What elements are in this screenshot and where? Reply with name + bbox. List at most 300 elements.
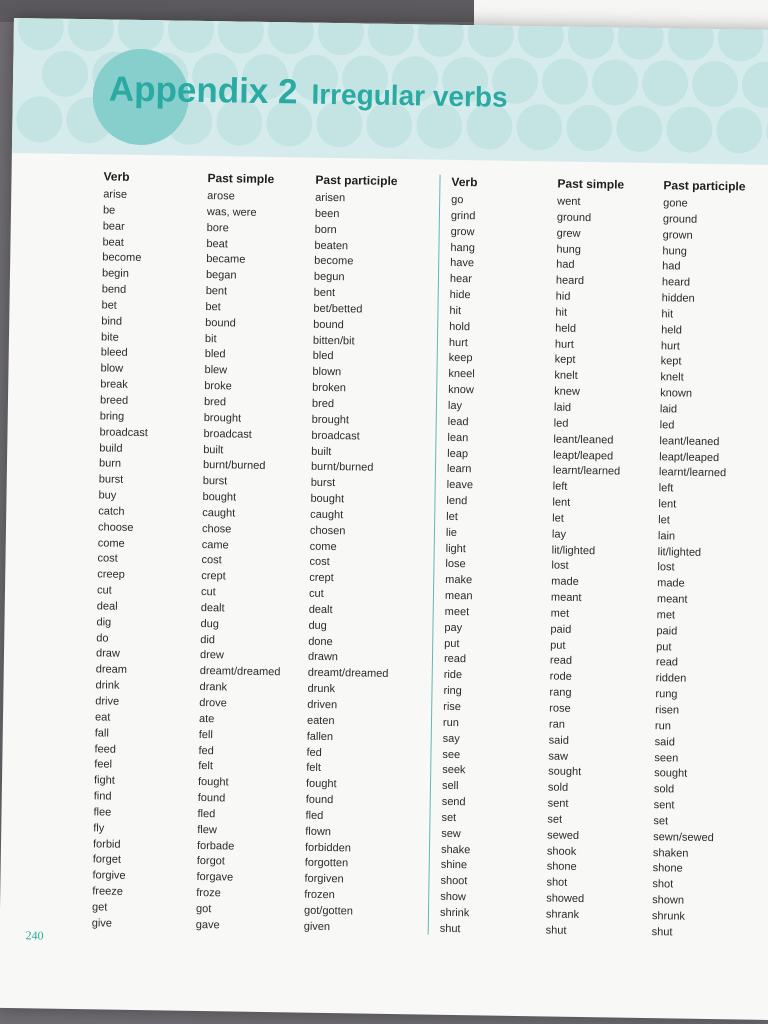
verb-form: breed [99, 394, 129, 407]
verb-form: cost [309, 556, 330, 569]
verb-form: burst [98, 473, 124, 486]
verb-form: found [305, 793, 334, 807]
verb-form: flown [305, 825, 332, 838]
verb-form: bought [202, 491, 237, 504]
verb-form: cost [201, 554, 222, 567]
verb-form: put [656, 640, 672, 654]
verb-form: bet [205, 300, 221, 314]
verb-form: lain [657, 529, 676, 543]
verb-form: hide [449, 288, 471, 302]
verb-form: begun [313, 270, 345, 284]
verb-form: caught [202, 506, 236, 520]
verb-form: left [658, 482, 674, 495]
verb-form: mean [444, 589, 473, 603]
verb-form: ran [548, 718, 565, 731]
verb-form: been [314, 207, 340, 220]
verb-form: sewed [547, 829, 580, 842]
verb-form: lose [445, 558, 466, 571]
verb-form: broadcast [311, 429, 360, 443]
verb-form: hit [449, 304, 462, 317]
verb-form: dig [96, 616, 112, 629]
verb-form: learnt/learned [658, 466, 727, 480]
header-dot [692, 61, 739, 108]
verb-form: bind [101, 315, 123, 328]
verb-form: shine [440, 859, 468, 872]
verb-form: go [451, 193, 464, 207]
verb-form: kneel [448, 368, 475, 381]
verb-form: meet [444, 605, 470, 619]
verb-form: shot [652, 878, 674, 891]
verb-form: dug [200, 617, 219, 631]
verb-form: bit [204, 332, 217, 345]
verb-form: felt [306, 762, 322, 775]
verb-form: rise [443, 700, 462, 714]
verb-form: said [548, 734, 570, 747]
verb-form: shone [546, 860, 577, 874]
verb-form: dream [95, 663, 128, 677]
verb-form: met [550, 607, 570, 620]
verb-form: bound [313, 318, 344, 331]
verb-form: lit/lighted [657, 545, 702, 559]
page-title [109, 70, 508, 116]
verb-form: shook [546, 845, 577, 858]
verb-form: drove [199, 696, 227, 710]
verb-form: born [314, 223, 337, 236]
verb-form: dug [308, 619, 327, 632]
verb-form: get [91, 901, 108, 914]
verb-form: began [205, 269, 237, 282]
header-dot [742, 61, 768, 108]
verb-form: heard [555, 274, 585, 288]
verb-form: fed [198, 744, 214, 757]
verb-form: cut [96, 584, 112, 597]
verb-form: bought [310, 492, 345, 506]
verb-form: rang [549, 686, 572, 699]
verb-form: creep [97, 568, 125, 582]
verb-form: laid [659, 403, 678, 416]
verb-form: sought [654, 767, 688, 781]
verb-form: lent [658, 498, 677, 511]
verb-form: come [97, 536, 125, 550]
verb-form: lost [551, 559, 569, 573]
verb-list [440, 193, 481, 938]
verb-form: show [440, 890, 467, 904]
verb-form: chose [201, 522, 232, 536]
header-dot [642, 60, 689, 107]
verb-form: bitten/bit [312, 334, 355, 347]
verb-form: sew [441, 827, 461, 840]
header-dot [16, 96, 63, 143]
verb-form: driven [307, 698, 338, 712]
verb-form: made [657, 577, 685, 590]
verb-form: done [308, 635, 333, 648]
verb-form: set [653, 815, 669, 828]
verb-form: fled [305, 809, 324, 822]
verb-form: fed [306, 746, 322, 759]
verb-form: read [549, 654, 573, 668]
verb-form: met [656, 609, 676, 622]
verb-form: cut [200, 586, 216, 599]
verb-form: light [445, 542, 467, 555]
verb-form: bled [312, 350, 334, 363]
header-dot [167, 18, 214, 53]
verb-form: leave [446, 479, 474, 492]
verb-form: forgive [92, 869, 126, 883]
verb-form: shrink [439, 906, 470, 920]
verb-form: had [556, 258, 575, 272]
verb-list [92, 187, 152, 932]
verb-form: burnt/burned [310, 461, 374, 475]
verb-form: beat [206, 237, 228, 250]
verb-form: put [550, 639, 566, 652]
verb-form: leapt/leaped [553, 449, 614, 462]
verb-form: grow [450, 225, 475, 238]
verb-form: led [553, 417, 569, 430]
verb-form: drink [95, 679, 120, 692]
verb-form: ridden [655, 672, 687, 685]
verb-form: rung [655, 688, 678, 701]
past-participle-header: Past participle [663, 178, 746, 194]
verb-form: went [557, 195, 581, 208]
verb-form: did [200, 633, 216, 646]
verb-form: become [102, 251, 142, 265]
verb-form: shrank [545, 908, 580, 921]
verb-form: bent [205, 285, 228, 298]
verb-form: blew [204, 364, 228, 377]
verb-form: dreamt/dreamed [307, 667, 389, 681]
verb-list [304, 191, 398, 937]
verb-column-left [92, 167, 152, 932]
verb-form: bring [99, 410, 125, 423]
verb-form: fought [197, 776, 229, 789]
verb-form: make [445, 574, 473, 587]
header-dot [616, 105, 663, 152]
verb-form: hid [555, 290, 571, 303]
verb-form: known [660, 387, 693, 400]
verb-form: buy [98, 489, 117, 502]
verb-form: grind [450, 209, 476, 223]
verb-form: send [441, 795, 466, 809]
verb-form: crept [309, 571, 334, 585]
verb-form: put [444, 637, 460, 650]
verb-form: broadcast [99, 426, 148, 439]
verb-list [196, 189, 288, 935]
header-dot [42, 50, 89, 97]
header-dot [666, 106, 713, 153]
verb-form: learnt/learned [552, 464, 621, 478]
verb-form: heard [661, 276, 691, 289]
header-dot [542, 58, 589, 105]
verb-form: have [450, 257, 475, 270]
verb-form: let [658, 514, 670, 527]
verb-form: knelt [554, 369, 578, 383]
header-dot [217, 18, 264, 54]
verb-form: fall [94, 727, 109, 740]
verb-form: bound [205, 316, 236, 330]
verb-form: leap [447, 447, 469, 460]
verb-form: lay [447, 399, 463, 413]
verb-form: forbade [196, 839, 235, 853]
verb-form: gone [663, 197, 688, 210]
verb-form: caught [310, 508, 344, 522]
verb-form: burst [310, 476, 336, 490]
verb-column-right [440, 173, 481, 938]
verb-form: leant/leaned [659, 434, 720, 448]
verb-form: hurt [660, 339, 680, 353]
verb-form: do [96, 631, 109, 645]
verb-form: choose [97, 521, 134, 534]
header-dot [117, 18, 164, 52]
verb-form: shaken [652, 846, 689, 860]
verb-form: give [91, 917, 113, 930]
verb-form: forgotten [304, 857, 349, 870]
verb-form: let [446, 510, 458, 523]
verb-form: hit [555, 306, 568, 319]
verb-form: frozen [304, 888, 335, 902]
verb-form: hit [661, 308, 674, 321]
appendix-title: Irregular verbs [311, 78, 508, 113]
verb-form: beaten [314, 239, 349, 252]
header-dot [317, 18, 364, 55]
verb-form: sewn/sewed [653, 830, 714, 844]
verb-form: shut [651, 925, 673, 939]
verb-form: broken [312, 381, 346, 395]
verb-form: blown [312, 366, 342, 379]
verb-form: ground [556, 211, 592, 224]
verb-form: grown [662, 228, 693, 242]
verb-form: crept [201, 570, 226, 583]
verb-form: arisen [315, 191, 346, 205]
verb-form: showed [546, 892, 585, 906]
verb-list [546, 195, 625, 941]
verb-form: bred [311, 397, 335, 411]
verb-form: brought [203, 411, 242, 425]
verb-form: knew [554, 385, 580, 399]
verb-form: shown [652, 894, 685, 907]
verb-form: drive [95, 695, 120, 708]
verb-form: build [99, 441, 123, 455]
verb-form: fled [197, 807, 216, 821]
verb-form: come [309, 540, 337, 553]
verb-form: given [303, 920, 331, 933]
verb-form: meant [656, 593, 688, 606]
verb-form: sought [548, 765, 582, 779]
verb-form: hear [449, 273, 473, 286]
verb-form: learn [446, 463, 472, 476]
verb-form: bled [204, 348, 226, 361]
verb-form: dealt [308, 603, 333, 617]
verb-form: lay [551, 528, 567, 541]
header-dot [367, 18, 414, 56]
verb-form: laid [553, 401, 572, 414]
verb-form: drawn [307, 651, 339, 664]
verb-form: hold [449, 320, 471, 333]
verb-form: flee [93, 806, 112, 819]
verb-form: kept [660, 355, 682, 368]
verb-form: run [654, 719, 671, 733]
verb-form: risen [655, 704, 680, 717]
verb-form: held [661, 323, 683, 337]
verb-form: flew [197, 823, 217, 837]
verb-form: lost [657, 561, 675, 574]
verb-form: seen [654, 751, 679, 765]
verb-form: shake [440, 843, 471, 856]
verb-form: become [314, 255, 354, 268]
past-participle-column-left [304, 171, 398, 937]
verb-form: felt [198, 760, 214, 773]
verb-form: keep [448, 352, 473, 365]
verb-form: lie [445, 526, 458, 539]
verb-form: bred [203, 396, 227, 409]
verb-form: arise [103, 188, 128, 201]
verb-form: sent [547, 797, 569, 810]
verb-form: fought [305, 777, 337, 791]
verb-form: forget [92, 853, 122, 867]
verb-form: forgave [196, 871, 234, 884]
header-dot [417, 18, 464, 57]
verb-form: paid [550, 623, 572, 636]
header-dot [17, 18, 64, 51]
verb-form: dreamt/dreamed [199, 665, 281, 679]
page-number: 240 [25, 928, 44, 943]
verb-form: be [102, 204, 116, 217]
verb-form: made [551, 575, 579, 589]
verb-form: burst [202, 475, 228, 488]
verb-form: draw [95, 647, 120, 661]
verb-form: deal [96, 600, 118, 613]
verb-form: read [443, 653, 467, 666]
verb-form: cut [308, 587, 324, 601]
verb-form: fight [93, 774, 115, 787]
verb-form: set [547, 813, 563, 826]
verb-form: lean [447, 431, 469, 444]
verb-form: find [93, 790, 112, 803]
verb-form: seek [442, 764, 466, 777]
verb-form: eaten [306, 714, 335, 727]
verb-form: bend [101, 283, 127, 296]
verb-form: hurt [554, 338, 575, 351]
verb-form: fly [93, 822, 105, 835]
verb-form: eat [94, 711, 111, 724]
verb-form: leapt/leaped [659, 450, 720, 464]
verb-form: had [662, 260, 681, 273]
verb-form: forgiven [304, 872, 344, 886]
verb-form: hung [556, 243, 582, 256]
verb-form: see [442, 748, 461, 761]
verb-form: sell [441, 780, 459, 793]
verb-form: sold [653, 783, 675, 796]
header-dot [566, 105, 613, 152]
verb-form: freeze [92, 885, 123, 898]
verb-form: lent [552, 496, 571, 509]
book-page [0, 18, 768, 1020]
verb-form: shut [439, 922, 461, 935]
verb-form: know [448, 383, 474, 397]
verb-form: led [659, 419, 675, 432]
verb-form: left [552, 480, 568, 493]
verb-form: cost [97, 552, 118, 566]
verb-form: ride [443, 669, 463, 682]
verb-form: beat [102, 235, 125, 249]
verb-form: broadcast [203, 427, 252, 441]
past-simple-header: Past simple [207, 171, 275, 187]
verb-form: fell [198, 728, 213, 741]
verb-form: got/gotten [303, 904, 354, 918]
verb-form: forbidden [304, 841, 351, 854]
header-dot [267, 18, 314, 55]
verb-form: knelt [660, 371, 684, 384]
verb-form: froze [196, 887, 221, 900]
verb-form: chosen [309, 524, 346, 537]
verb-form: feel [94, 758, 113, 772]
verb-form: meant [550, 591, 582, 605]
verb-list [652, 196, 746, 942]
verb-form: rode [549, 670, 572, 684]
verb-form: forbid [92, 837, 121, 851]
verb-form: catch [98, 505, 125, 518]
verb-form: held [555, 322, 577, 335]
verb-form: blow [100, 362, 124, 376]
verb-form: hurt [448, 336, 469, 349]
verb-form: sent [653, 799, 675, 812]
past-participle-column-right [652, 176, 746, 942]
verb-form: was, were [206, 205, 257, 219]
verb-form: lead [447, 415, 469, 429]
past-participle-header: Past participle [315, 172, 398, 189]
verb-form: drunk [307, 682, 336, 696]
verb-form: dealt [200, 601, 225, 615]
verb-form: bite [100, 331, 119, 344]
header-dot [592, 59, 639, 106]
verb-form: ate [198, 712, 215, 726]
verb-form: fallen [306, 730, 334, 743]
verb-form: kept [554, 353, 576, 367]
verb-form: lend [446, 494, 468, 508]
verb-form: pay [444, 621, 463, 634]
verb-form: shone [652, 862, 683, 876]
verb-form: said [654, 735, 675, 749]
verb-form: found [197, 792, 226, 805]
verb-form: gave [195, 918, 220, 932]
verb-header: Verb [451, 174, 478, 190]
verb-form: got [195, 902, 212, 916]
verb-form: set [441, 811, 457, 824]
verb-form: run [442, 716, 459, 729]
verb-form: hung [662, 244, 687, 258]
verb-form: built [311, 445, 332, 458]
verb-form: read [655, 656, 679, 669]
verb-form: ring [443, 684, 462, 698]
verb-form: bore [206, 221, 229, 235]
header-dot [516, 104, 563, 151]
verb-form: drank [199, 681, 228, 694]
verb-form: bent [313, 286, 336, 300]
verb-form: hidden [661, 292, 695, 305]
verb-form: hang [450, 241, 476, 254]
verb-form: shrunk [651, 910, 686, 923]
verb-form: lit/lighted [551, 544, 596, 557]
verb-form: burnt/burned [202, 459, 266, 473]
verb-form: became [206, 253, 246, 267]
verb-form: shoot [440, 875, 468, 888]
past-simple-header: Past simple [557, 176, 625, 192]
verb-form: grew [556, 227, 581, 240]
verb-form: break [100, 378, 128, 391]
verb-form: came [201, 538, 229, 551]
verb-form: paid [656, 624, 678, 638]
verb-form: burn [98, 457, 122, 471]
column-divider [428, 175, 441, 935]
